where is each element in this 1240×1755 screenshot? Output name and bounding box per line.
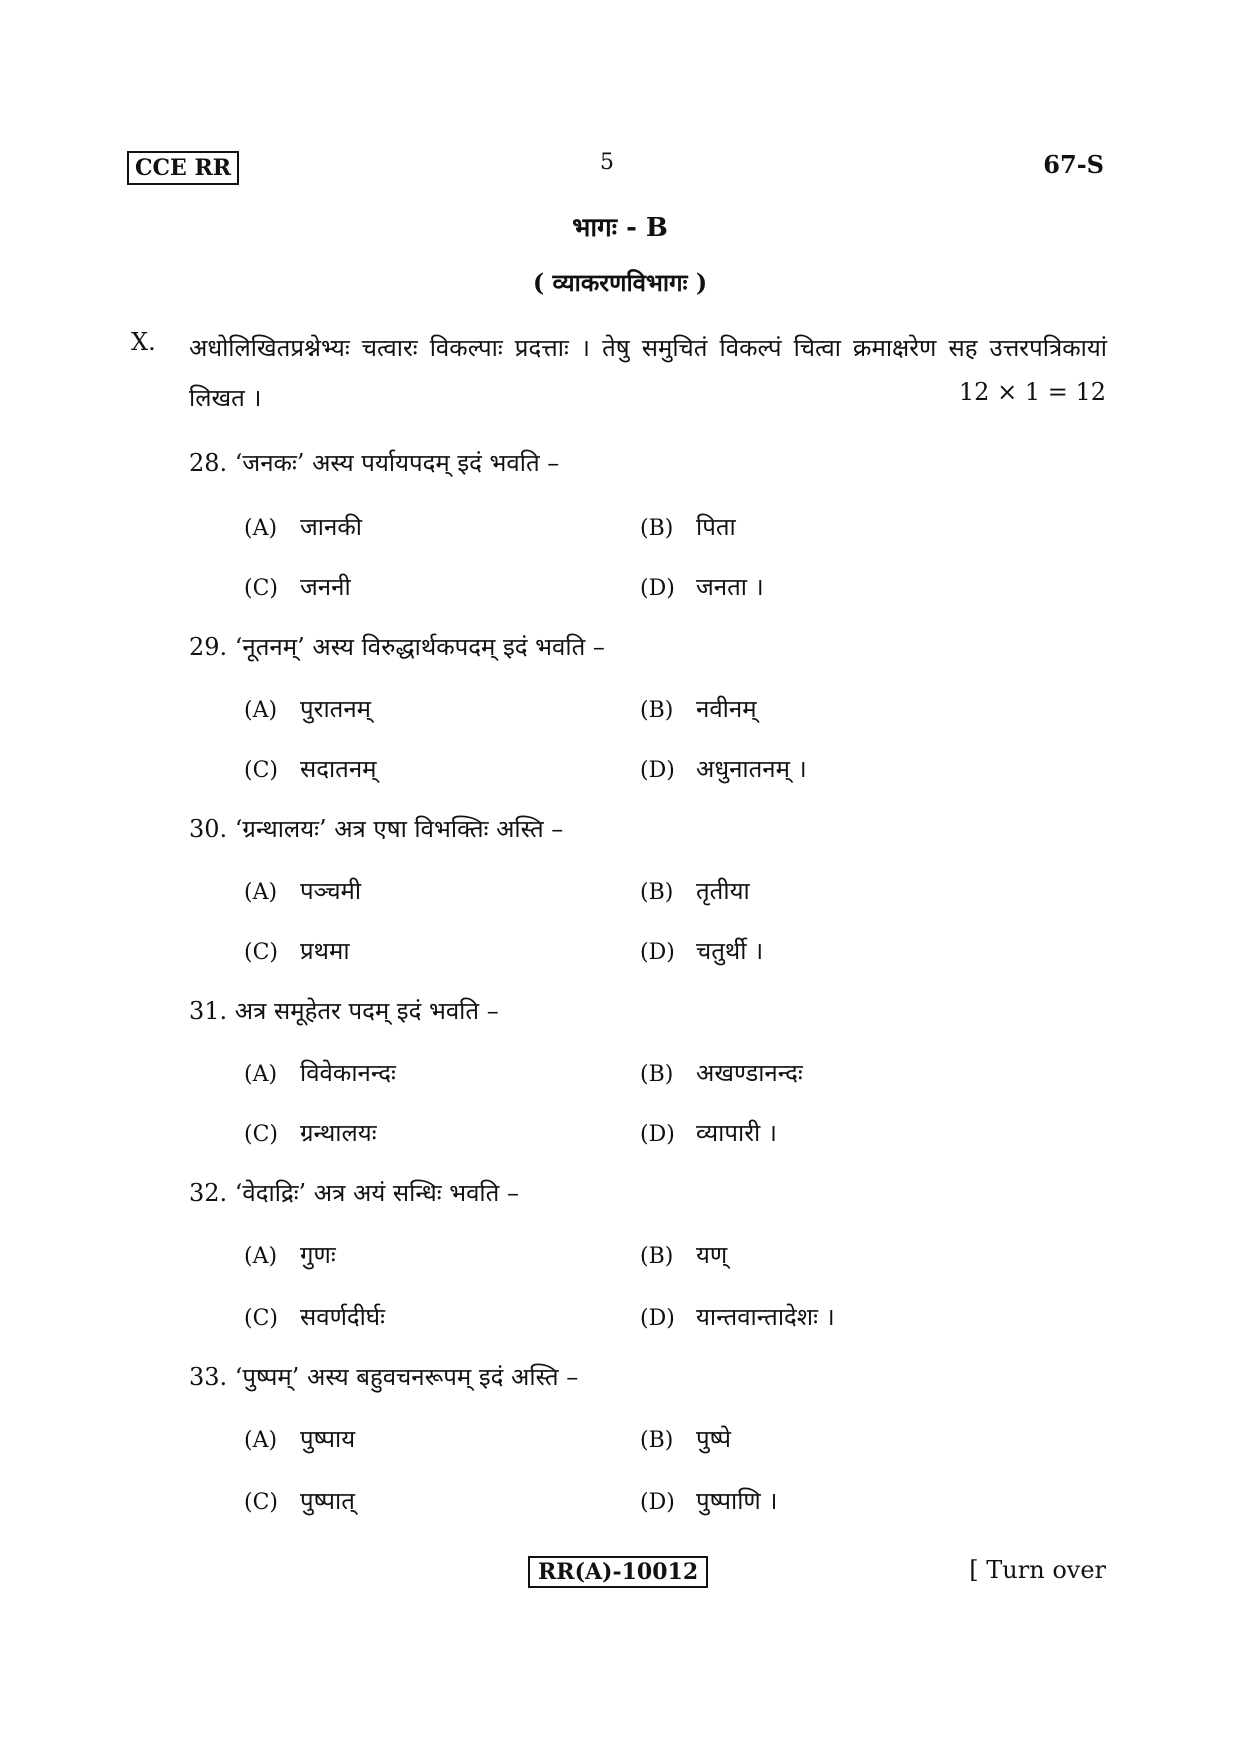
option-33-b [640,1424,731,1456]
option-28-a [244,512,362,544]
instruction-text: अधोलिखितप्रश्नेभ्यः चत्वारः विकल्पाः प्रदत्ताः । तेषु समुचितं विकल्पं चित्वा क्रमाक्षरेण सह उत्तरपत्रिकायां लिखत । [189,334,1107,412]
page-number: 5 [600,150,614,175]
question-30: 30. ‘ग्रन्थालयः’ अत्र एषा विभक्तिः अस्ति – [189,815,564,843]
option-30-a [244,876,361,908]
question-32: 32. ‘वेदाद्रिः’ अत्र अयं सन्धिः भवति – [189,1179,519,1207]
option-text: सवर्णदीर्घः [300,1303,385,1331]
option-label: (C) [244,1306,278,1331]
option-31-a [244,1058,396,1090]
option-33-a [244,1424,355,1456]
footer-paper-code: RR(A)-10012 [528,1556,708,1588]
option-text: पुष्पाणि । [696,1487,778,1515]
option-text: नवीनम् [696,695,757,723]
option-label: (D) [640,940,675,965]
option-32-b [640,1240,727,1272]
option-text: प्रथमा [300,937,350,965]
option-label: (D) [640,1490,675,1515]
option-text: पिता [696,513,736,541]
option-label: (B) [640,1062,674,1087]
option-label: (D) [640,1122,675,1147]
option-30-d [640,936,763,968]
option-label: (B) [640,1428,674,1453]
option-text: पञ्चमी [300,877,362,905]
option-text: जानकी [300,513,362,541]
option-text: पुष्पात् [300,1487,355,1515]
option-label: (C) [244,576,278,601]
option-33-c [244,1486,355,1518]
option-29-b [640,694,757,726]
option-text: पुष्पे [696,1425,731,1453]
option-text: ग्रन्थालयः [300,1119,377,1147]
option-label: (C) [244,940,278,965]
option-label: (B) [640,880,674,905]
option-label: (D) [640,576,675,601]
option-label: (A) [244,880,278,905]
question-33: 33. ‘पुष्पम्’ अस्य बहुवचनरूपम् इदं अस्ति – [189,1363,579,1391]
turn-over-note: [ Turn over [969,1556,1106,1584]
option-label: (A) [244,516,278,541]
option-label: (C) [244,1122,278,1147]
option-text: पुरातनम् [300,695,372,723]
option-label: (D) [640,1306,675,1331]
option-32-c [244,1302,385,1334]
option-28-d [640,572,764,604]
option-text: जनता । [696,573,764,601]
option-text: चतुर्थी । [696,937,764,965]
option-label: (A) [244,1062,278,1087]
option-text: यण् [696,1241,728,1269]
option-text: तृतीया [696,877,750,905]
option-label: (A) [244,698,278,723]
option-text: विवेकानन्दः [300,1059,396,1087]
option-30-c [244,936,350,968]
question-31: 31. अत्र समूहेतर पदम् इदं भवति – [189,997,499,1025]
option-32-d [640,1302,835,1334]
question-28: 28. ‘जनकः’ अस्य पर्यायपदम् इदं भवति – [189,449,560,477]
option-text: व्यापारी । [696,1119,777,1147]
option-label: (D) [640,758,675,783]
option-text: गुणः [300,1241,336,1269]
option-31-b [640,1058,803,1090]
part-title: भागः - B [572,213,668,243]
header-subject-code: 67-S [1043,150,1104,179]
option-label: (A) [244,1428,278,1453]
option-29-c [244,754,377,786]
option-text: यान्तवान्तादेशः । [696,1303,835,1331]
marks-allocation: 12 × 1 = 12 [958,378,1106,406]
option-33-d [640,1486,778,1518]
part-subtitle: ( व्याकरणविभागः ) [532,268,708,297]
option-28-b [640,512,736,544]
option-label: (A) [244,1244,278,1269]
option-text: सदातनम् [300,755,377,783]
option-29-d [640,754,807,786]
question-29: 29. ‘नूतनम्’ अस्य विरुद्धार्थकपदम् इदं भवति – [189,633,605,661]
option-28-c [244,572,351,604]
option-label: (C) [244,758,278,783]
instruction-number: X. [131,328,156,356]
option-label: (B) [640,698,674,723]
option-30-b [640,876,750,908]
option-31-c [244,1118,377,1150]
option-text: अधुनातनम् । [696,755,807,783]
option-31-d [640,1118,777,1150]
option-text: पुष्पाय [300,1425,356,1453]
option-32-a [244,1240,336,1272]
header-exam-code: CCE RR [127,151,239,185]
option-label: (C) [244,1490,278,1515]
option-text: जननी [300,573,351,601]
option-text: अखण्डानन्दः [696,1059,803,1087]
option-label: (B) [640,1244,674,1269]
option-label: (B) [640,516,674,541]
option-29-a [244,694,371,726]
